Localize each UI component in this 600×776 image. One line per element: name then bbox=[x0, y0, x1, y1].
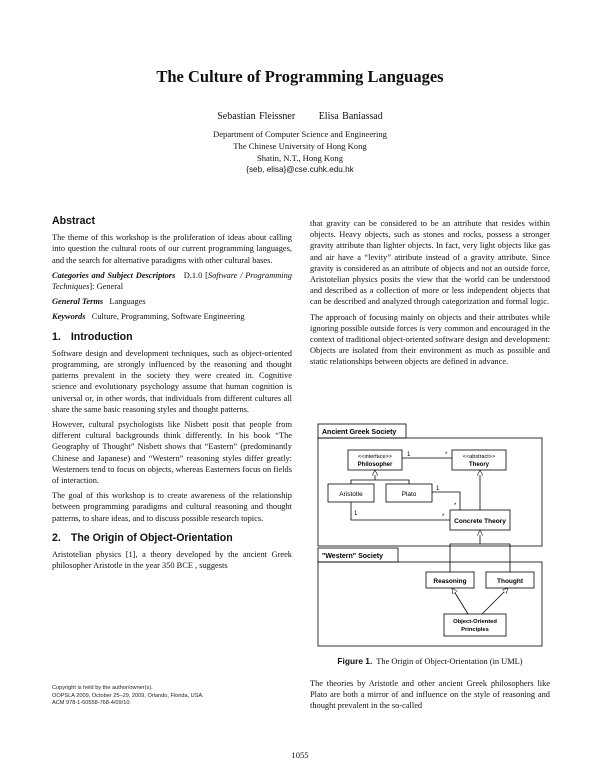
general-terms: Languages bbox=[109, 297, 146, 307]
origin-paragraph-2: that gravity can be considered to be an attribute that resides within objects. Heavy objects, such as stones and rocks, possess a stronger gravity attribute than lighter objects. In fact, very light objects like gas and air have a “levity” attribute instead of a gravity attribute. Since gravity is considered as an attribute of objects and not an outside force, Aristotelian physics posits the view that the world can be understood and described as a collection of more or less independent objects that can be described and analyzed through categorization and formal logic. bbox=[310, 219, 550, 307]
page-number: 1055 bbox=[291, 750, 309, 760]
categories-line bbox=[52, 270, 292, 292]
author-email: {seb, elisa}@cse.cuhk.edu.hk bbox=[246, 165, 354, 174]
footnote-line: Copyright is held by the author/owner(s). bbox=[52, 685, 153, 691]
author-name: Sebastian Fleissner bbox=[217, 111, 296, 122]
general-terms-line bbox=[52, 296, 292, 307]
keywords-label: Keywords bbox=[52, 312, 86, 322]
intro-paragraph-1: Software design and development techniques, such as object-oriented programming, are strongly influenced by the reasoning and thought patterns prevalent in the society they were created in. Cognitive science and evolutionary psychology assume that human cognition is universal or, in other words, that individuals from different cultures all share the same basic reasoning styles and thought patterns. bbox=[52, 348, 292, 414]
caption-text: The Origin of Object-Orientation (in UML) bbox=[376, 657, 523, 666]
section-heading-origin bbox=[52, 533, 292, 544]
figure-caption bbox=[310, 656, 550, 666]
class-name: Reasoning bbox=[433, 578, 467, 585]
generalization-line bbox=[351, 480, 409, 484]
class-name: Concrete Theory bbox=[454, 518, 506, 525]
categories-code: D.1.0 [ bbox=[183, 270, 208, 280]
copyright-footnote bbox=[52, 685, 292, 708]
class-name: Theory bbox=[468, 462, 490, 468]
association-line bbox=[351, 502, 450, 520]
multiplicity: 1 bbox=[436, 486, 440, 492]
generalization-line bbox=[450, 544, 510, 572]
abstract-text: The theme of this workshop is the proliferation of ideas about calling into question the cultural roots of our current programming languages, and the search for alternative paradigms with other cultural bases. bbox=[52, 233, 292, 265]
generalization-arrow bbox=[482, 588, 508, 614]
left-column bbox=[52, 216, 292, 575]
package-label-greek: Ancient Greek Society bbox=[322, 429, 397, 436]
origin-paragraph-1: Aristotelian physics [1], a theory developed by the ancient Greek philosopher Aristotle in the year 350 BCE , suggests bbox=[52, 550, 292, 571]
abstract-heading: Abstract bbox=[52, 215, 95, 227]
multiplicity: 1 bbox=[407, 452, 411, 458]
multiplicity: * bbox=[454, 503, 457, 509]
class-name: Philosopher bbox=[357, 462, 393, 468]
section-number: 1. bbox=[52, 330, 61, 343]
multiplicity: * bbox=[445, 452, 448, 458]
affiliation bbox=[0, 128, 600, 176]
class-name: Plato bbox=[401, 491, 417, 498]
categories-italic: Software / Programming Techniques bbox=[52, 270, 292, 292]
class-name: Thought bbox=[497, 578, 523, 585]
origin-paragraph-3: The approach of focusing mainly on objects and their attributes while ignoring possible outside forces is very common and encouraged in the context of traditional object-oriented software design and development: Objects are isolated from their environment as much as possible and static relationships between objects are defined in advance. bbox=[310, 312, 550, 367]
generalization-arrow bbox=[452, 588, 468, 614]
keywords-line bbox=[52, 311, 292, 322]
right-column-top bbox=[310, 218, 550, 372]
multiplicity: * bbox=[442, 514, 445, 520]
general-terms-label: General Terms bbox=[52, 297, 104, 307]
section-title: The Origin of Object-Orientation bbox=[70, 531, 233, 544]
affiliation-university: The Chinese University of Hong Kong bbox=[233, 141, 367, 151]
affiliation-location: Shatin, N.T., Hong Kong bbox=[256, 153, 343, 163]
multiplicity: 1 bbox=[354, 511, 358, 517]
keywords: Culture, Programming, Software Engineering bbox=[91, 312, 245, 322]
intro-paragraph-3: The goal of this workshop is to create awareness of the relationship between programming paradigms and cultural reasoning and thought patterns, to share ideas, and to discuss possible research topics. bbox=[52, 491, 292, 523]
class-name: Object-Oriented bbox=[453, 619, 497, 625]
class-name: Aristotle bbox=[339, 491, 363, 498]
categories-label: Categories and Subject Descriptors bbox=[52, 270, 176, 280]
author-list bbox=[0, 111, 600, 122]
stereotype: <<abstract>> bbox=[462, 454, 496, 460]
caption-label: Figure 1. bbox=[337, 656, 373, 666]
package-label-western: "Western" Society bbox=[322, 553, 383, 560]
section-heading-introduction bbox=[52, 332, 292, 343]
categories-rest: ]: General bbox=[89, 282, 124, 292]
footnote-line: ACM 978-1-60558-768-4/09/10. bbox=[52, 700, 131, 707]
stereotype: <<interface>> bbox=[358, 454, 392, 460]
origin-paragraph-4: The theories by Aristotle and other ancient Greek philosophers like Plato are both a mirror of and influence on the style of reasoning and thought prevalent in the so-called bbox=[310, 679, 550, 711]
section-title: Introduction bbox=[70, 330, 133, 343]
intro-paragraph-2: However, cultural psychologists like Nisbett posit that people from different cultural backgrounds think differently. In his book “The Geography of Thought” Nisbett shows that “Eastern” (predominantly Chinese and Japanese) and “Western” reasoning styles differ greatly: Westerners tend to focus on objects, whereas Easterners focus on fields of interaction. bbox=[52, 420, 292, 486]
paper-title: The Culture of Programming Languages bbox=[156, 67, 444, 86]
affiliation-dept: Department of Computer Science and Engineering bbox=[213, 129, 387, 139]
section-number: 2. bbox=[52, 531, 61, 544]
footnote-line: OOPSLA 2009, October 25–29, 2009, Orlando, Florida, USA. bbox=[52, 692, 204, 699]
author-name: Elisa Baniassad bbox=[318, 111, 383, 122]
uml-figure bbox=[310, 418, 550, 650]
right-column-bottom bbox=[310, 678, 550, 716]
class-name: Principles bbox=[461, 627, 489, 633]
